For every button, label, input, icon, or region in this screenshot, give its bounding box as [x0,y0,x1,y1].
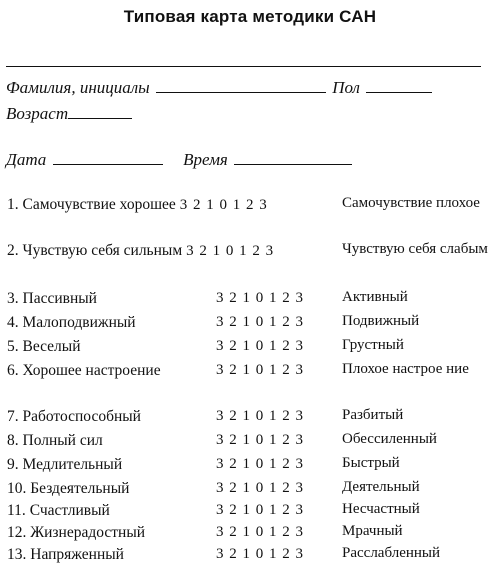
item-right-pole: Активный [342,289,408,305]
item-scale[interactable]: 3 2 1 0 1 2 3 [216,546,304,562]
item-left-text: Медлительный [22,456,123,473]
item-scale[interactable]: 3 2 1 0 1 2 3 [216,524,304,540]
age-label: Возраст [6,104,69,123]
item-number: 8. [7,432,19,449]
item-left-pole [7,362,161,380]
item-right-pole: Расслабленный [342,545,441,561]
item-right-pole: Самочувствие плохое [342,195,480,211]
item-left-pole [7,242,274,260]
item-left-text: Малоподвижный [22,314,136,331]
item-left-text: Напряженный [30,546,124,563]
item-number: 6. [7,362,19,379]
item-scale[interactable]: 3 2 1 0 1 2 3 [216,362,304,378]
date-field[interactable] [53,150,163,165]
date-time-line [6,150,354,170]
item-left-pole [7,338,81,356]
item-right-pole: Разбитый [342,407,404,423]
item-scale[interactable]: 3 2 1 0 1 2 3 [216,314,304,330]
item-left-pole [7,480,129,498]
item-number: 12. [7,524,27,541]
item-left-text: Жизнерадостный [30,524,146,541]
item-left-text: Пассивный [22,290,97,307]
item-scale[interactable]: 3 2 1 0 1 2 3 [216,456,304,472]
item-number: 3. [7,290,19,307]
item-scale[interactable]: 3 2 1 0 1 2 3 [216,408,304,424]
sex-label: Пол [332,78,360,97]
item-scale[interactable]: 3 2 1 0 1 2 3 [216,338,304,354]
item-left-pole [7,546,124,564]
item-left-text: Самочувствие хорошее [22,196,176,213]
item-left-pole [7,290,97,308]
item-scale[interactable]: 3 2 1 0 1 2 3 [216,502,304,518]
sex-field[interactable] [366,78,432,93]
item-right-pole: Несчастный [342,501,420,517]
age-line [6,104,134,124]
item-left-pole [7,456,122,474]
age-field[interactable] [68,104,132,119]
item-left-pole [7,432,103,450]
item-right-pole: Деятельный [342,479,420,495]
item-scale[interactable]: 3 2 1 0 1 2 3 [216,432,304,448]
item-left-text: Работоспособный [22,408,141,425]
item-right-pole: Обессиленный [342,431,437,447]
time-field[interactable] [234,150,352,165]
surname-field[interactable] [156,78,326,93]
item-left-pole [7,502,110,520]
item-number: 4. [7,314,19,331]
item-number: 5. [7,338,19,355]
item-scale[interactable]: 3 2 1 0 1 2 3 [179,197,268,213]
time-label: Время [183,150,228,169]
item-scale[interactable]: 3 2 1 0 1 2 3 [186,243,275,259]
item-number: 1. [7,196,19,213]
item-scale[interactable]: 3 2 1 0 1 2 3 [216,290,304,306]
item-number: 10. [7,480,27,497]
item-left-pole [7,408,141,426]
item-scale[interactable]: 3 2 1 0 1 2 3 [216,480,304,496]
item-number: 11. [7,502,26,519]
item-right-pole: Чувствую себя слабым [342,241,488,257]
item-left-pole [7,196,268,214]
item-left-pole [7,524,145,542]
item-right-pole: Подвижный [342,313,420,329]
item-number: 2. [7,242,19,259]
top-rule [6,66,481,67]
item-left-text: Полный сил [22,432,103,449]
item-left-pole [7,314,136,332]
item-left-text: Чувствую себя сильным [22,242,183,259]
date-label: Дата [6,150,47,169]
item-left-text: Бездеятельный [30,480,130,497]
item-right-pole: Мрачный [342,523,403,539]
page-title: Типовая карта методики САН [123,7,377,26]
item-number: 9. [7,456,19,473]
item-left-text: Хорошее настроение [22,362,161,379]
item-left-text: Веселый [22,338,81,355]
item-number: 7. [7,408,19,425]
item-right-pole: Плохое настрое ние [342,361,469,377]
item-right-pole: Грустный [342,337,404,353]
item-right-pole: Быстрый [342,455,400,471]
surname-label: Фамилия, инициалы [6,78,150,97]
name-sex-line [6,78,434,98]
item-number: 13. [7,546,27,563]
item-left-text: Счастливый [29,502,110,519]
